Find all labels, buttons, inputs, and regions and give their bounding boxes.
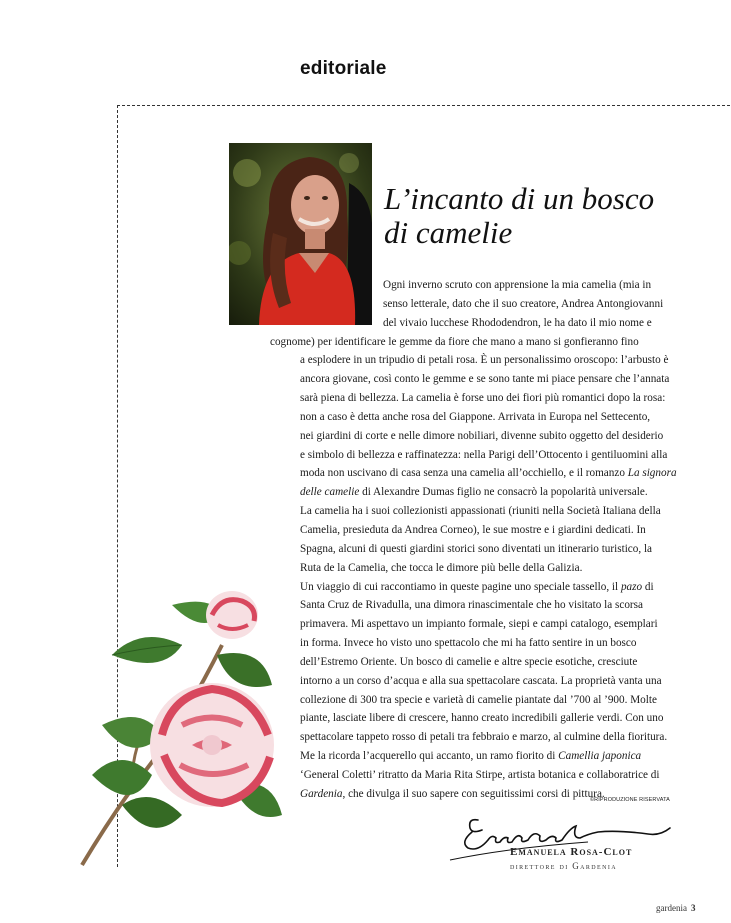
magazine-italic: Gardenia bbox=[300, 787, 343, 800]
article-title bbox=[384, 182, 714, 250]
body-line bbox=[300, 464, 677, 483]
book-title-italic: La signora bbox=[627, 467, 677, 480]
page-footer bbox=[656, 903, 695, 913]
body-line: Santa Cruz de Rivadulla, una dimora rinascimentale che ho visitato la scorsa bbox=[300, 599, 643, 612]
body-line: Ruta de la Camelia, che tocca le dimore più belle della Galizia. bbox=[300, 561, 583, 574]
body-line: a esplodere in un tripudio di petali rosa. È un personalissimo oroscopo: l’arbusto è bbox=[300, 354, 669, 367]
body-line: e simbolo di bellezza e raffinatezza: nella Parigi dell’Ottocento i gentiluomini alla bbox=[300, 448, 668, 461]
section-label: editoriale bbox=[300, 58, 387, 79]
body-line: senso letterale, dato che il suo creatore, Andrea Antongiovanni bbox=[383, 297, 664, 310]
title-line-2: di camelie bbox=[384, 215, 513, 250]
article-body bbox=[270, 276, 677, 804]
body-line: piante, lasciate libere di crescere, hanno creato incredibili gallerie verdi. Con uno bbox=[300, 712, 664, 725]
author-name: Emanuela Rosa-Clot bbox=[510, 846, 633, 858]
book-title-italic: delle camelie bbox=[300, 486, 360, 499]
body-line: dell’Estremo Oriente. Un bosco di camelie e altre specie esotiche, cresciute bbox=[300, 655, 638, 668]
body-line: intorno a un corso d’acqua e alla sua spettacolare cascata. La proprietà vanta una bbox=[300, 674, 662, 687]
body-text-run: moda non uscivano di casa senza una camelia all’occhiello, e il romanzo bbox=[300, 467, 628, 480]
body-line bbox=[300, 747, 672, 766]
camellia-illustration bbox=[72, 585, 287, 870]
page-number: 3 bbox=[690, 903, 696, 913]
copyright-note: ©RIPRODUZIONE RISERVATA bbox=[590, 797, 670, 803]
body-line: spettacolare tappeto rosso di petali tra febbraio e marzo, al culmine della fioritura. bbox=[300, 731, 668, 744]
body-line: ancora giovane, così conto le gemme e se sono tante mi piace pensare che l’annata bbox=[300, 373, 670, 386]
body-line bbox=[300, 483, 672, 502]
body-line: non a caso è detta anche rosa del Giappone. Arrivata in Europa nel Settecento, bbox=[300, 410, 651, 423]
body-line: in forma. Invece ho visto uno spettacolo che mi ha fatto sentire in un bosco bbox=[300, 637, 637, 650]
magazine-name: gardenia bbox=[656, 903, 687, 913]
body-text-run: Me la ricorda l’acquerello qui accanto, un ramo fiorito di bbox=[300, 750, 559, 763]
body-line bbox=[300, 578, 672, 597]
body-line: sarà piena di bellezza. La camelia è forse uno dei fiori più romantici dopo la rosa: bbox=[300, 392, 666, 405]
body-line: primavera. Mi aspettavo un impianto formale, siepi e campi catalogo, esemplari bbox=[300, 618, 658, 631]
dashed-frame-top bbox=[117, 105, 730, 106]
body-text-run: Un viaggio di cui raccontiamo in queste pagine uno speciale tassello, il bbox=[300, 580, 621, 593]
author-role: direttore di Gardenia bbox=[510, 861, 617, 871]
title-line-1: L’incanto di un bosco bbox=[384, 181, 655, 216]
body-line: ‘General Coletti’ ritratto da Maria Rita Stirpe, artista botanica e collaboratrice di bbox=[300, 768, 660, 781]
body-line: Spagna, alcuni di questi giardini storici sono diventati un itinerario turistico, la bbox=[300, 542, 653, 555]
body-line: Ogni inverno scruto con apprensione la mia camelia (mia in bbox=[383, 279, 652, 291]
body-line: La camelia ha i suoi collezionisti appassionati (riuniti nella Società Italiana della bbox=[300, 505, 661, 518]
body-text-run: , che divulga il suo sapere con seguitissimi corsi di pittura. bbox=[342, 787, 605, 800]
body-line: Camelia, presieduta da Andrea Corneo), le sue mostre e i giardini dedicati. In bbox=[300, 523, 646, 536]
body-line: collezione di 300 tra specie e varietà di camelie piantate dal ’700 al ’900. Molte bbox=[300, 693, 657, 706]
body-line: del vivaio lucchese Rhododendron, le ha dato il mio nome e bbox=[383, 316, 652, 329]
body-line: nei giardini di corte e nelle dimore nobiliari, divenne subito oggetto del desiderio bbox=[300, 429, 664, 442]
body-line: cognome) per identificare le gemme da fiore che mano a mano si gonfieranno fino bbox=[270, 335, 639, 348]
body-text-run: di bbox=[642, 580, 654, 593]
pazo-italic: pazo bbox=[620, 580, 643, 593]
body-text-run: di Alexandre Dumas figlio ne consacrò la popolarità universale. bbox=[359, 486, 648, 499]
species-italic: Camellia japonica bbox=[558, 750, 642, 763]
